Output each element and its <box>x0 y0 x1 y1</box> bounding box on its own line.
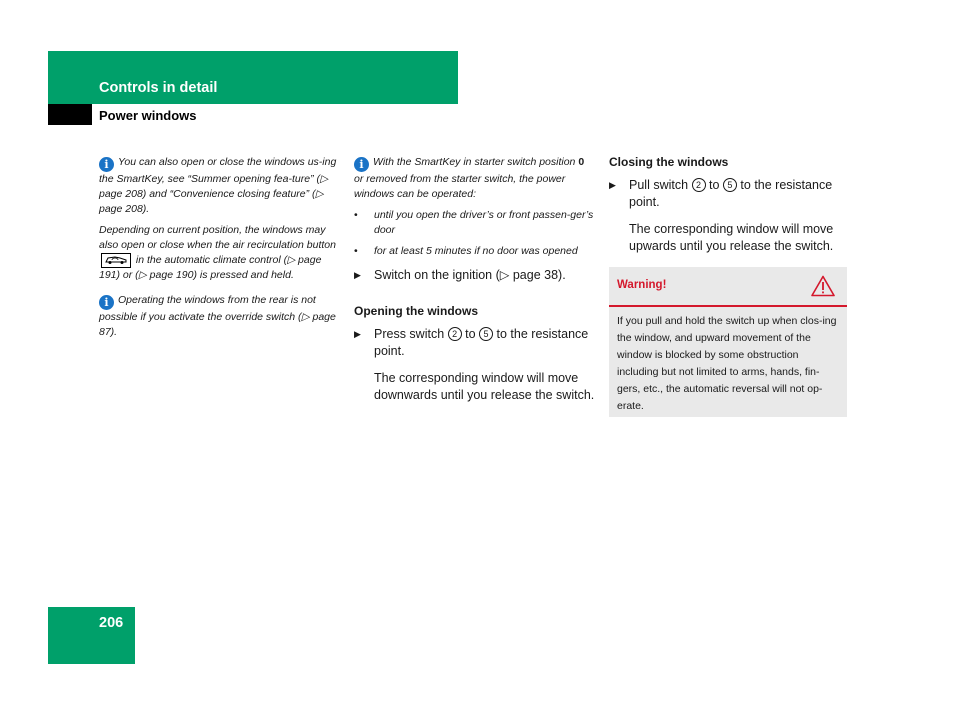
warning-text: If you pull and hold the switch up when clos-ing the window, and upward movement of the window is blocked by some obstruction including but not limited to arms, hands, fin-gers, etc., the automatic reversal will not op-erate. <box>617 315 837 412</box>
subsection-title: Power windows <box>99 108 197 123</box>
recirculation-note-text-start: Depending on current position, the windows may also open or close when the air recirculation button <box>99 224 336 251</box>
opening-step-to: to <box>465 327 476 341</box>
car-recirculation-icon <box>101 253 131 268</box>
opening-step-suffix: to the resistance point. <box>374 327 589 358</box>
recirculation-note-text-end: in the automatic climate control (▷ page 191) or (▷ page 190) is pressed and held. <box>99 254 322 281</box>
smartkey-note <box>354 155 596 202</box>
override-note <box>99 293 339 340</box>
warning-title: Warning! <box>617 279 667 291</box>
closing-step-suffix: to the resistance point. <box>629 178 833 209</box>
section-header-band <box>48 51 458 104</box>
opening-result: The corresponding window will move downwards until you release the switch. <box>374 371 595 402</box>
section-title: Controls in detail <box>99 80 218 96</box>
closing-step <box>609 177 847 211</box>
smartkey-note-text-start: With the SmartKey in starter switch position <box>373 156 576 168</box>
warning-triangle-icon <box>811 275 835 297</box>
section-tab-marker <box>48 104 92 125</box>
info-note-text: You can also open or close the windows us-ing the SmartKey, see “Summer opening fea-ture” (▷ page 208) and “Convenience closing feature” (▷ page 208). <box>99 156 337 215</box>
column-middle <box>354 155 596 414</box>
smartkey-note-text-end: or removed from the starter switch, the power windows can be operated: <box>354 173 566 200</box>
warning-header <box>609 267 847 307</box>
step-arrow-icon: ▶ <box>609 180 616 190</box>
info-icon: i <box>99 157 114 172</box>
ignition-step <box>354 267 596 284</box>
closing-heading: Closing the windows <box>609 155 729 169</box>
closing-step-prefix: Pull switch <box>629 178 689 192</box>
switch-number-badge: 2 <box>448 327 462 341</box>
info-icon: i <box>99 295 114 310</box>
warning-box <box>609 267 847 417</box>
bullet-item: • for at least 5 minutes if no door was opened <box>354 244 596 259</box>
car-recirculation-icon-graphic <box>103 254 129 265</box>
opening-step-prefix: Press switch <box>374 327 445 341</box>
opening-heading: Opening the windows <box>354 304 478 318</box>
opening-step <box>354 326 596 360</box>
bullet-item: • until you open the driver’s or front passen-ger’s door <box>354 208 596 238</box>
switch-number-badge: 5 <box>479 327 493 341</box>
closing-result: The corresponding window will move upwards until you release the switch. <box>629 222 834 253</box>
column-right <box>609 155 847 265</box>
column-left <box>99 155 339 346</box>
step-arrow-icon: ▶ <box>354 329 361 339</box>
page-number: 206 <box>99 615 124 631</box>
info-icon: i <box>354 157 369 172</box>
closing-step-to: to <box>709 178 720 192</box>
ignition-step-text: Switch on the ignition (▷ page 38). <box>374 268 566 282</box>
starter-position-value: 0 <box>578 156 585 168</box>
switch-number-badge: 5 <box>723 178 737 192</box>
override-note-text: Operating the windows from the rear is not possible if you activate the override switch (▷ page 87). <box>99 294 336 338</box>
step-arrow-icon: ▶ <box>354 270 361 280</box>
switch-number-badge: 2 <box>692 178 706 192</box>
recirculation-note <box>99 223 339 283</box>
info-note <box>99 155 339 217</box>
